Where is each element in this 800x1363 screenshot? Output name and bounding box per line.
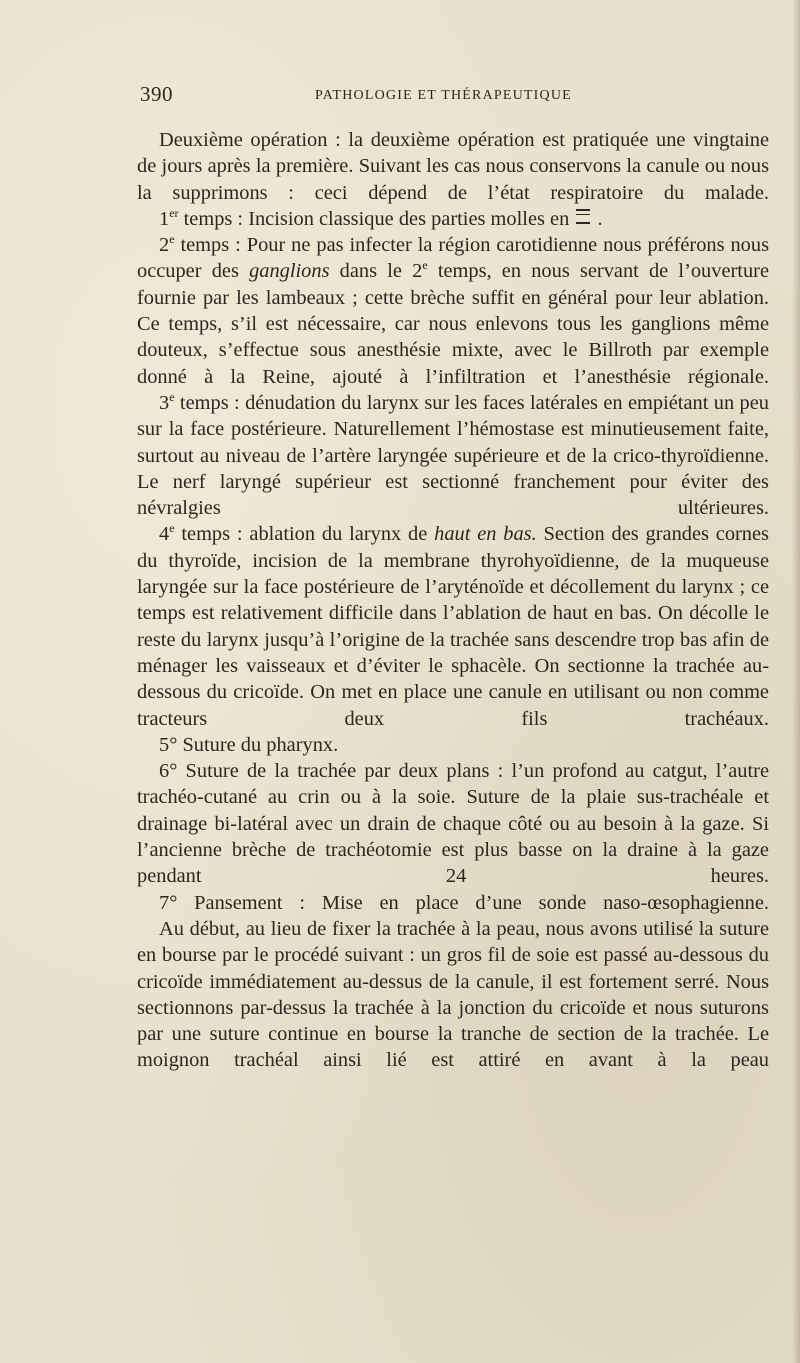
paragraph-au-debut: Au début, au lieu de fixer la trachée à la peau, nous avons utilisé la suture en bourse par le procédé suivant : un gros fil de soie est passé au-dessous du cricoïde immédiatement au-dessus de la canule, il est fortement serré. Nous sectionnons par-dessus la trachée à la jonction du cricoïde et nous suturons par une suture continue en bourse la tranche de section de la trachée. Le moignon trachéal ainsi lié est attiré en avant à la peau xyxy=(137,917,769,1072)
paragraph-temps-2 xyxy=(137,232,769,390)
paragraph-deuxieme-operation: Deuxième opération : la deuxième opération est pratiquée une vingtaine de jours après la première. Suivant les cas nous conservons la canule ou nous la supprimons : ceci dépend de l’état respiratoire du malade. xyxy=(137,129,769,204)
italic-term: ganglions xyxy=(249,260,330,283)
ordinal-suffix: e xyxy=(169,389,175,404)
ordinal-suffix: e xyxy=(169,232,175,247)
step-text: Section des grandes cornes du thyroïde, incision de la membrane thyrohyoïdienne, de la muqueuse laryngée sur la face postérieure de l’aryténoïde et décollement du larynx ; ce temps est relativement difficile dans l’ablation de haut en bas. On décolle le reste du larynx jusqu’à l’origine de la trachée sans descendre trop bas afin de ménager les vaisseaux et d’éviter le sphacèle. On sectionne la trachée au-dessous du cricoïde. On met en place une canule en utilisant ou non comme tracteurs deux fils trachéaux. xyxy=(137,523,769,730)
step-number: 2 xyxy=(159,234,170,257)
incision-symbol-icon xyxy=(576,209,590,224)
paragraph-temps-7: 7° Pansement : Mise en place d’une sonde naso-œsophagienne. xyxy=(159,891,769,914)
paragraph-temps-5: 5° Suture du pharynx. xyxy=(159,733,339,756)
step-text: temps : Incision classique des parties molles en xyxy=(178,207,575,230)
paragraph-temps-6: 6° Suture de la trachée par deux plans : l’un profond au catgut, l’autre trachéo-cutané au crin ou à la soie. Suture de la plaie sus-trachéale et drainage bi-latéral avec un drain de chaque côté ou au besoin à la gaze. Si l’ancienne brèche de trachéotomie est plus basse on la draine à la gaze pendant 24 heures. xyxy=(137,760,769,888)
step-text: dans le 2 xyxy=(329,260,423,283)
ordinal-suffix: e xyxy=(169,521,175,536)
ordinal-suffix: er xyxy=(169,205,179,220)
ordinal-suffix: e xyxy=(422,258,428,273)
step-text: temps : dénudation du larynx sur les faces latérales en empiétant un peu sur la face postérieure. Naturellement l’hémostase est minutieusement faite, surtout au niveau de l’artère laryngée supérieure et de la crico-thyroïdienne. Le nerf laryngé supérieur est sectionné franchement pour éviter des névralgies ultérieures. xyxy=(137,391,769,520)
step-text-end: . xyxy=(592,207,603,230)
paragraph-temps-3 xyxy=(137,390,769,521)
step-number: 1 xyxy=(159,207,170,230)
step-number: 4 xyxy=(159,523,170,546)
body-text xyxy=(137,127,769,1074)
italic-term: haut en bas. xyxy=(434,523,537,546)
step-text: temps, en nous servant de l’ouverture fournie par les lambeaux ; cette brèche suffit en général pour leur ablation. Ce temps, s’il est nécessaire, car nous enlevons tous les ganglions même douteux, s’effectue sous anesthésie mixte, avec le Billroth par exemple donné à la Reine, ajouté à l’infiltration et l’anesthésie régionale. xyxy=(137,260,769,388)
page-header xyxy=(140,82,768,112)
step-text: temps : ablation du larynx de xyxy=(174,523,435,546)
page-number: 390 xyxy=(140,82,173,106)
running-head: PATHOLOGIE ET THÉRAPEUTIQUE xyxy=(315,88,572,103)
step-text: temps : Pour ne pas infecter la région carotidienne nous préférons nous occuper des xyxy=(137,234,769,283)
step-number: 3 xyxy=(159,391,170,414)
paragraph-temps-1 xyxy=(137,206,769,232)
page-edge-shadow xyxy=(792,0,800,1363)
paragraph-temps-4 xyxy=(137,521,769,731)
